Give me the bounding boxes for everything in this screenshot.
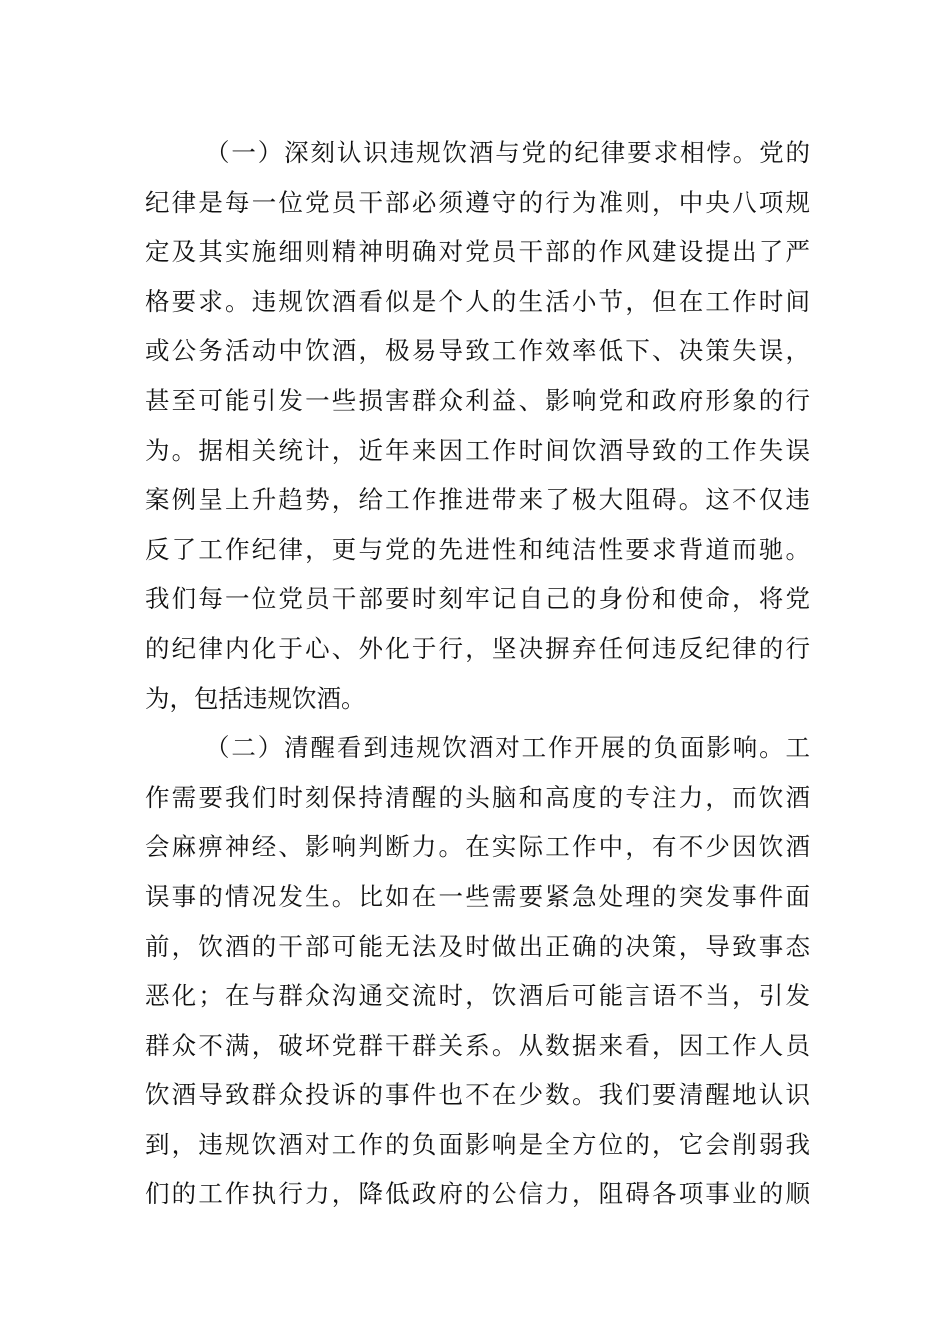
paragraph-line: 会麻痹神经、影响判断力。在实际工作中，有不少因饮酒 xyxy=(145,832,810,862)
paragraph-line: 作需要我们时刻保持清醒的头脑和高度的专注力，而饮酒 xyxy=(145,782,810,812)
paragraph-line: 误事的情况发生。比如在一些需要紧急处理的突发事件面 xyxy=(145,881,810,911)
paragraph-line: （二）清醒看到违规饮酒对工作开展的负面影响。工 xyxy=(205,733,810,763)
paragraph-line: 恶化；在与群众沟通交流时，饮酒后可能言语不当，引发 xyxy=(145,981,810,1011)
paragraph-line: 为。据相关统计，近年来因工作时间饮酒导致的工作失误 xyxy=(145,435,810,465)
paragraph-line: 格要求。违规饮酒看似是个人的生活小节，但在工作时间 xyxy=(145,286,810,316)
paragraph-line: 前，饮酒的干部可能无法及时做出正确的决策，导致事态 xyxy=(145,931,810,961)
paragraph-2 xyxy=(145,723,810,1219)
paragraph-1 xyxy=(145,128,810,723)
paragraph-line: 或公务活动中饮酒，极易导致工作效率低下、决策失误， xyxy=(145,336,810,366)
document-body xyxy=(145,128,810,1219)
paragraph-line: 到，违规饮酒对工作的负面影响是全方位的，它会削弱我 xyxy=(145,1129,810,1159)
paragraph-line: 反了工作纪律，更与党的先进性和纯洁性要求背道而驰。 xyxy=(145,534,810,564)
paragraph-line: 饮酒导致群众投诉的事件也不在少数。我们要清醒地认识 xyxy=(145,1080,810,1110)
paragraph-line: 甚至可能引发一些损害群众利益、影响党和政府形象的行 xyxy=(145,385,810,415)
paragraph-line: 案例呈上升趋势，给工作推进带来了极大阻碍。这不仅违 xyxy=(145,485,810,515)
paragraph-line: 的纪律内化于心、外化于行，坚决摒弃任何违反纪律的行 xyxy=(145,633,810,663)
paragraph-line: 定及其实施细则精神明确对党员干部的作风建设提出了严 xyxy=(145,237,810,267)
paragraph-line: （一）深刻认识违规饮酒与党的纪律要求相悖。党的 xyxy=(205,138,810,167)
paragraph-line: 纪律是每一位党员干部必须遵守的行为准则，中央八项规 xyxy=(145,187,810,217)
paragraph-line: 们的工作执行力，降低政府的公信力，阻碍各项事业的顺 xyxy=(145,1179,810,1209)
paragraph-line: 为，包括违规饮酒。 xyxy=(145,683,366,713)
paragraph-line: 群众不满，破坏党群干群关系。从数据来看，因工作人员 xyxy=(145,1030,810,1060)
paragraph-line: 我们每一位党员干部要时刻牢记自己的身份和使命，将党 xyxy=(145,584,810,614)
